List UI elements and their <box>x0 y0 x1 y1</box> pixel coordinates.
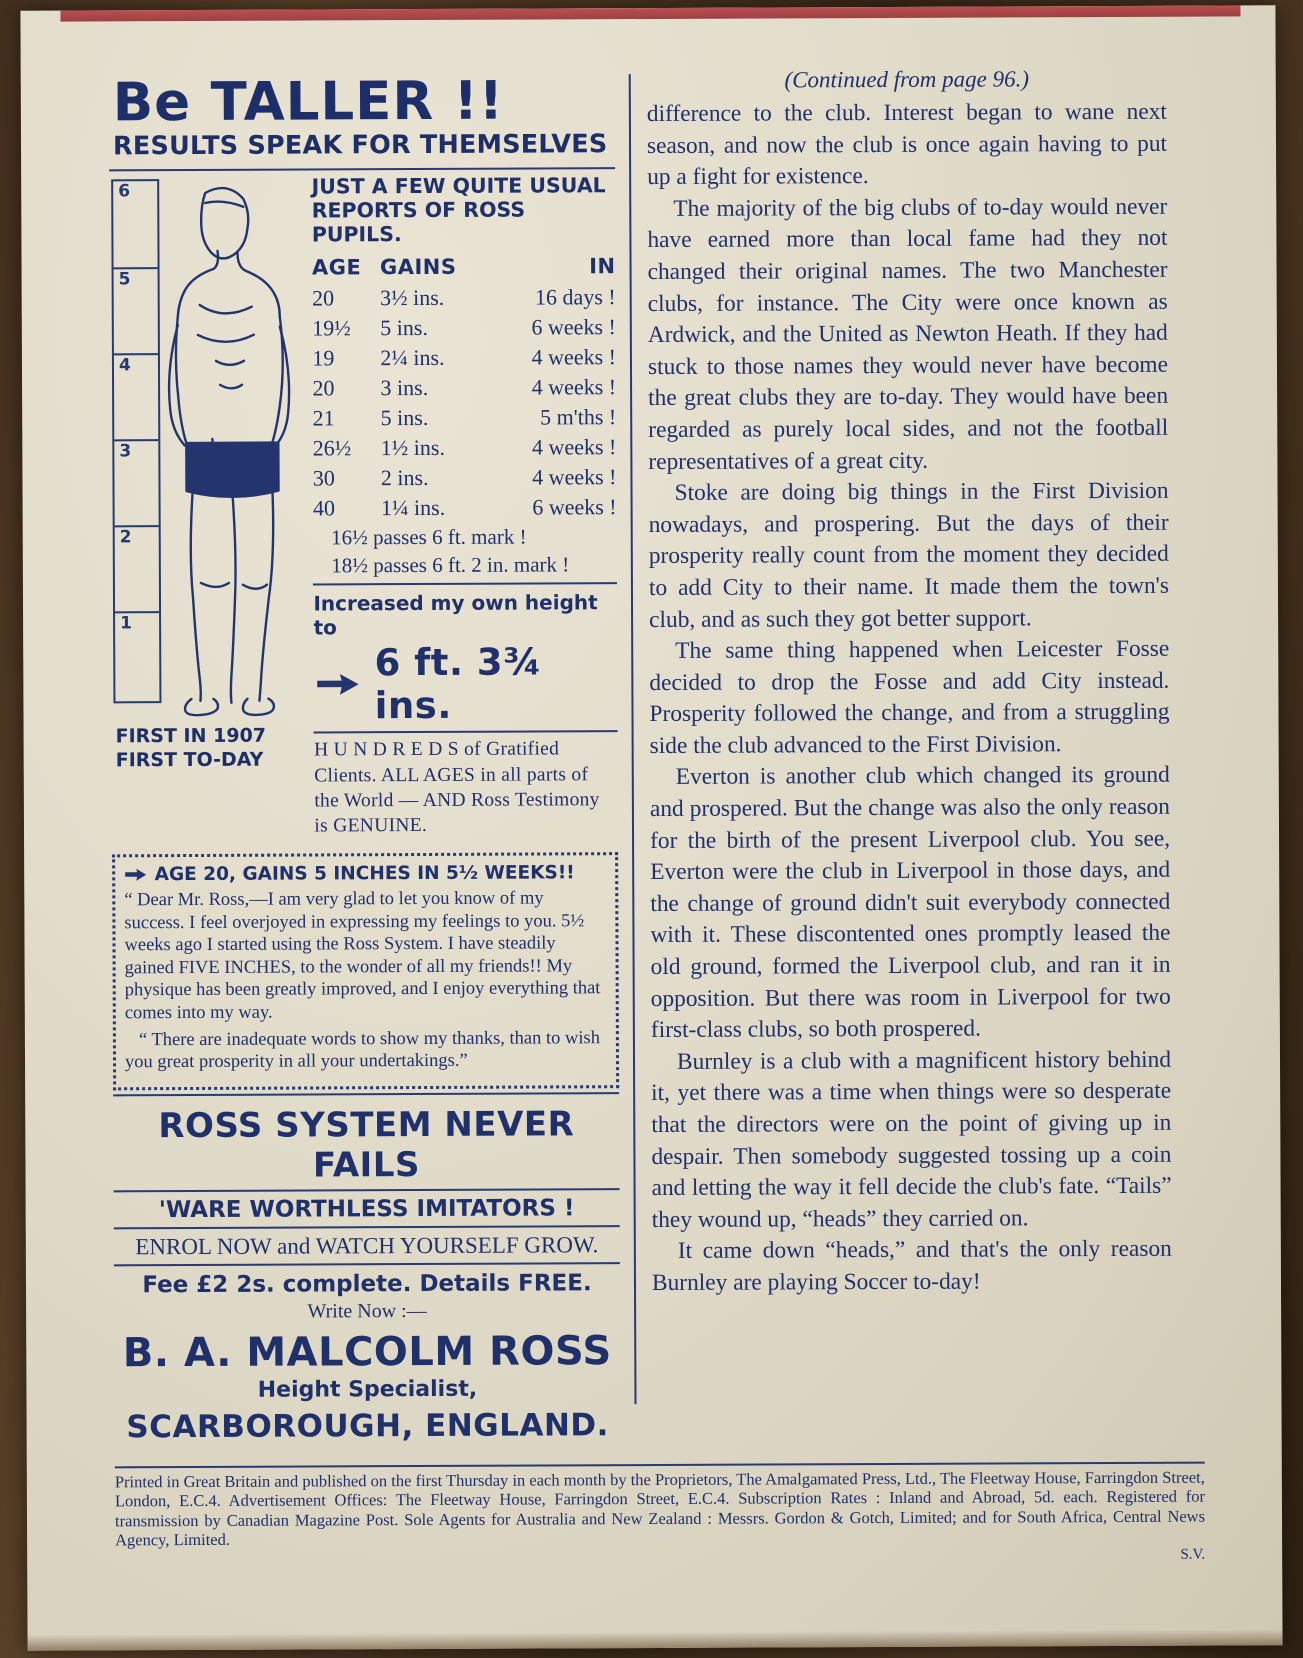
article-paragraph: It came down “heads,” and that's the only reason Burnley are playing Soccer to-day! <box>651 1236 1172 1296</box>
ruler-mark-1: 1 <box>115 611 159 697</box>
cell-age: 19½ <box>312 314 351 341</box>
rule <box>113 1092 619 1096</box>
cell-age: 26½ <box>312 434 352 461</box>
fee-line: Fee £2 2s. complete. Details FREE. <box>142 1269 592 1298</box>
article-paragraph: Stoke are doing big things in the First Division nowadays, and prospering. But the days of their prosperity really count from the moment they decided to add City to their name. It made them the town's club, and as such they got better support. <box>648 477 1170 633</box>
testimonial-paragraph-2: “ There are inadequate words to show my thanks, than to wish you great prosperity in all your undertakings.” <box>124 1027 600 1073</box>
passes-line-2: 18½ passes 6 ft. 2 in. mark ! <box>331 552 570 578</box>
figure-caption-line2: FIRST TO-DAY <box>115 748 264 772</box>
footer-code: S.V. <box>1180 1546 1206 1563</box>
rule <box>109 167 615 171</box>
cell-gain: 3½ ins. <box>380 284 445 310</box>
footer-imprint: Printed in Great Britain and published on the first Thursday in each month by the Proprietors, The Amalgamated Press, Ltd., The Fleetway House, Farringdon Street, London, E.C.4. Advertisement Offices: The Fleetway House, Farringdon Street, E.C.4. Subscription Rates : Inland and Abroad, 5d. each. Registered for transmission by Canadian Magazine Post. Sole Agents for Australia and New Zealand : Messrs. Gordon & Gotch, Limited; and for South Africa, Central News Agency, Limited. <box>114 1467 1206 1550</box>
cell-age: 40 <box>312 494 336 521</box>
header-gains: GAINS <box>379 254 457 279</box>
rule <box>114 1262 620 1266</box>
rule <box>313 582 617 585</box>
rule <box>314 730 618 733</box>
cell-gain: 5 ins. <box>380 404 429 430</box>
enrol-now-line: ENROL NOW and WATCH YOURSELF GROW. <box>135 1231 599 1259</box>
cell-time: 4 weeks ! <box>531 373 617 400</box>
testimonial-paragraph-1: “ Dear Mr. Ross,—I am very glad to let you know of my success. I feel overjoyed in expressing my feelings to you. 5½ weeks ago I started using the Ross System. I have steadily gained FIVE INCHES, to the wonder of all my friends!! My physique has been greatly improved, and I enjoy everything that comes into my way. <box>124 888 601 1024</box>
column-divider <box>629 74 637 1404</box>
reports-intro <box>312 173 616 247</box>
reports-table-block <box>308 173 618 839</box>
table-row <box>312 342 616 373</box>
table-row <box>312 372 616 403</box>
cell-time: 4 weeks ! <box>532 463 617 490</box>
advertiser-title: Height Specialist, <box>257 1376 478 1403</box>
cell-age: 21 <box>312 404 335 431</box>
increased-height-label: Increased my own height to <box>313 590 598 640</box>
cell-age: 19 <box>312 344 335 371</box>
article-body <box>647 97 1172 1300</box>
ad-headline: Be TALLER !! <box>112 70 505 134</box>
rule <box>114 1188 620 1192</box>
beware-imitators: 'WARE WORTHLESS IMITATORS ! <box>158 1195 575 1223</box>
table-row <box>313 402 617 433</box>
table-row <box>312 282 616 313</box>
cell-time: 16 days ! <box>534 283 616 310</box>
pointing-hand-icon <box>124 868 148 881</box>
cell-time: 6 weeks ! <box>531 313 616 340</box>
page-content <box>109 66 1206 1581</box>
cell-gain: 3 ins. <box>380 374 429 400</box>
article-column <box>647 66 1173 1458</box>
header-age: AGE <box>311 254 362 280</box>
magazine-page <box>20 5 1282 1650</box>
cell-gain: 2 ins. <box>380 464 429 490</box>
article-paragraph: The same thing happened when Leicester Fosse decided to drop the Fosse and add City instead. Prosperity followed the change, and from a struggling side the club advanced to the First Division. <box>649 635 1170 759</box>
advertiser-name: B. A. MALCOLM ROSS <box>122 1327 612 1376</box>
passes-line-1: 16½ passes 6 ft. mark ! <box>331 524 527 549</box>
two-column-layout <box>109 66 1205 1461</box>
testimonial-box <box>112 852 619 1090</box>
ruler-mark-3: 3 <box>114 439 158 525</box>
advertisement-column <box>109 68 621 1460</box>
cell-gain: 1¼ ins. <box>380 494 446 520</box>
article-paragraph: Burnley is a club with a magnificent history behind it, yet there was a time when things were so desperate that the directors were on the point of giving up in despair. Then somebody suggested tossing up a coin and letting the way it fell decide the club's fate. “Tails” they wound up, “heads” they carried on. <box>651 1046 1172 1233</box>
ruler-mark-2: 2 <box>115 525 159 611</box>
ross-never-fails: ROSS SYSTEM NEVER FAILS <box>158 1104 575 1186</box>
ad-subheadline: RESULTS SPEAK FOR THEMSELVES <box>112 129 608 162</box>
ruler-mark-4: 4 <box>114 353 158 439</box>
table-row <box>313 462 617 493</box>
cell-time: 4 weeks ! <box>531 433 617 460</box>
article-paragraph: difference to the club. Interest began to wane next season, and now the club is once again having to put up a fight for existence. <box>646 98 1168 191</box>
table-header-row <box>312 253 616 283</box>
figure-caption <box>116 725 267 773</box>
table-row <box>313 492 617 523</box>
header-in: IN <box>589 253 616 278</box>
cell-time: 5 m'ths ! <box>540 403 617 430</box>
standing-man-illustration <box>147 175 299 721</box>
increased-height-value: 6 ft. 3¾ ins. <box>374 640 543 728</box>
article-paragraph: Everton is another club which changed its ground and prospered. But the change was also the only reason for the birth of the present Liverpool club. You see, Everton were the club in Liverpool in those days, and the change of ground didn't suit everybody connected with it. These discontented ones promptly leased the old ground, formed the Liverpool club, and ran it in opposition. But there was room in Liverpool for two first-class clubs, so both prospered. <box>649 762 1171 1044</box>
ruler-mark-6: 6 <box>118 181 131 202</box>
hundreds-of-clients-text: H U N D R E D S of Gratified Clients. ALL AGES in all parts of the World — AND Ross Testimony is GENUINE. <box>314 738 600 837</box>
cell-gain: 5 ins. <box>380 314 428 340</box>
testimonial-heading <box>124 862 606 887</box>
cell-gain: 2¼ ins. <box>380 344 445 370</box>
cell-age: 30 <box>312 464 335 491</box>
rule <box>114 1225 620 1229</box>
cell-time: 4 weeks ! <box>531 343 616 370</box>
increased-height-value-row <box>316 640 618 727</box>
testimonial-heading-text: AGE 20, GAINS 5 INCHES IN 5½ WEEKS!! <box>154 861 575 885</box>
figure-caption-line1: FIRST IN 1907 <box>115 724 267 748</box>
gains-table <box>312 253 617 523</box>
reports-intro-line1: JUST A FEW QUITE USUAL <box>311 173 606 199</box>
advertiser-place: SCARBOROUGH, ENGLAND. <box>126 1406 609 1445</box>
cell-age: 20 <box>312 374 335 401</box>
cell-age: 20 <box>312 284 335 311</box>
table-row <box>312 312 616 343</box>
figure-with-ruler <box>109 174 310 839</box>
cell-time: 6 weeks ! <box>532 493 617 520</box>
pointing-hand-icon <box>316 671 367 697</box>
ad-top-section <box>109 173 618 840</box>
ruler-mark-5: 5 <box>114 267 158 353</box>
table-row <box>313 432 617 463</box>
cell-gain: 1½ ins. <box>380 434 445 460</box>
write-now-line: Write Now :— <box>307 1299 427 1323</box>
reports-intro-line2: REPORTS OF ROSS PUPILS. <box>311 197 526 247</box>
article-paragraph: The majority of the big clubs of to-day would never have earned more than local fame had they not changed their original names. The two Manchester clubs, for instance. The City were once known as Ardwick, and the United as Newton Heath. If they had stuck to those names they would never have become the great clubs they are to-day. They would have been regarded as purely local sides, and not the football representatives of a great city. <box>647 193 1169 475</box>
continued-from-note: (Continued from page 96.) <box>784 66 1030 93</box>
